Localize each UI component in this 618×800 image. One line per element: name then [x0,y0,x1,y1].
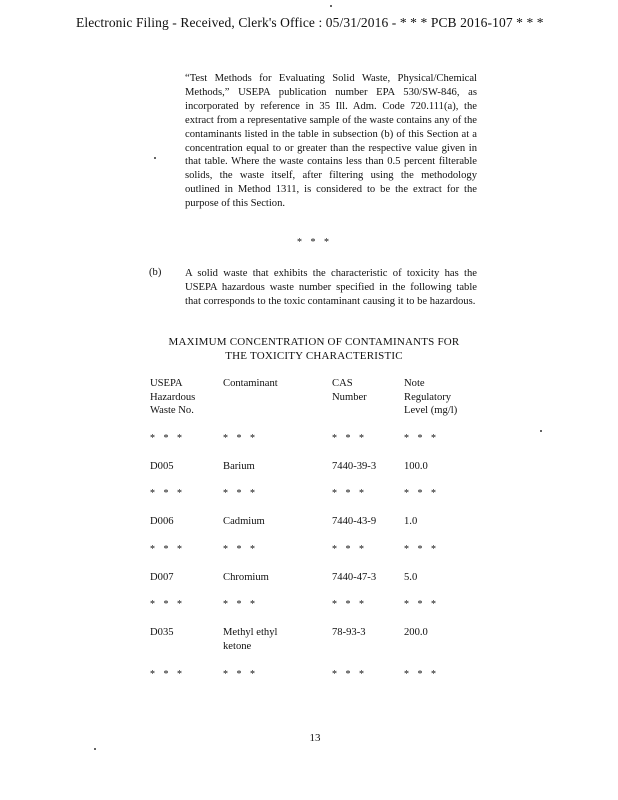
table-row-6-waste-no: * * * [150,599,185,610]
table-row-8-contaminant: * * * [223,669,258,680]
table-row-2-waste-no: * * * [150,488,185,499]
table-row-2-cas: * * * [332,488,367,499]
scan-speck [94,748,96,750]
header-waste-no: USEPA Hazardous Waste No. [150,378,196,417]
table-row-8-level: * * * [404,669,439,680]
table-row-3-waste-no: D006 [150,516,174,527]
table-row-1-cas: 7440-39-3 [332,461,377,472]
subsection-label: (b) [149,267,162,278]
table-row-4-contaminant: * * * [223,544,258,555]
table-row-7-cas: 78-93-3 [332,627,366,638]
table-row-7-contaminant: Methyl ethyl ketone [223,627,278,652]
table-row-7-level: 200.0 [404,627,428,638]
filing-header: Electronic Filing - Received, Clerk's Office : 05/31/2016 - * * * PCB 2016-107 * * * [76,15,544,30]
table-row-3-contaminant: Cadmium [223,516,265,527]
table-row-6-cas: * * * [332,599,367,610]
ellipsis-separator: * * * [297,237,332,248]
table-row-0-cas: * * * [332,433,367,444]
table-row-5-cas: 7440-47-3 [332,572,377,583]
table-row-2-level: * * * [404,488,439,499]
table-row-0-contaminant: * * * [223,433,258,444]
table-row-1-level: 100.0 [404,461,428,472]
table-row-0-waste-no: * * * [150,433,185,444]
header-regulatory-level: Note Regulatory Level (mg/l) [404,378,458,417]
page-number: 13 [309,732,321,744]
table-row-3-cas: 7440-43-9 [332,516,377,527]
table-row-6-contaminant: * * * [223,599,258,610]
table-row-1-contaminant: Barium [223,461,255,472]
table-row-4-level: * * * [404,544,439,555]
header-cas-number: CAS Number [332,378,367,403]
table-row-5-contaminant: Chromium [223,572,269,583]
table-row-8-waste-no: * * * [150,669,185,680]
table-title-line-2: THE TOXICITY CHARACTERISTIC [225,349,403,362]
table-row-6-level: * * * [404,599,439,610]
scan-speck [330,5,332,7]
table-row-7-waste-no: D035 [150,627,174,638]
table-row-2-contaminant: * * * [223,488,258,499]
table-row-4-cas: * * * [332,544,367,555]
table-row-5-waste-no: D007 [150,572,174,583]
table-row-0-level: * * * [404,433,439,444]
scan-speck [154,157,156,159]
table-row-4-waste-no: * * * [150,544,185,555]
table-row-3-level: 1.0 [404,516,418,527]
table-row-5-level: 5.0 [404,572,418,583]
scan-speck [540,430,542,432]
subsection-text: A solid waste that exhibits the characteristic of toxicity has the USEPA hazardous waste number specified in the following table that corresponds to the toxic contaminant causing it to be hazardous. [185,268,477,307]
header-contaminant: Contaminant [223,378,278,389]
table-title-line-1: MAXIMUM CONCENTRATION OF CONTAMINANTS FOR [168,336,460,348]
table-row-8-cas: * * * [332,669,367,680]
table-row-1-waste-no: D005 [150,461,174,472]
paragraph-test-methods: “Test Methods for Evaluating Solid Waste, Physical/Chemical Methods,” USEPA publication number EPA 530/SW-846, as incorporated by reference in 35 Ill. Adm. Code 720.111(a), the extract from a representative sample of the waste contains any of the contaminants listed in the table in subsection (b) of this Section at a concentration equal to or greater than the respective value given in that table. Where the waste contains less than 0.5 percent filterable solids, the waste itself, after filtering using the methodology outlined in Method 1311, is considered to be the extract for the purpose of this Section. [185,73,477,210]
table-title [140,336,488,363]
